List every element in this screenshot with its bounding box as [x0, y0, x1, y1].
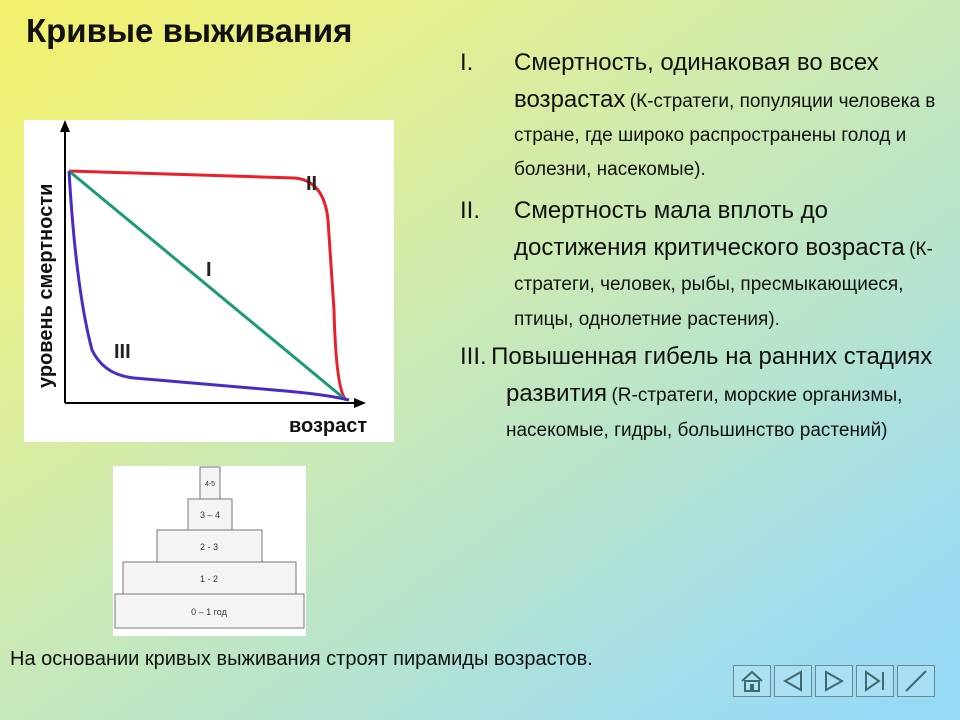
pyramid-label-0: 0 – 1 год [191, 607, 227, 617]
age-pyramid [113, 466, 306, 636]
item-heading: Смертность, одинаковая во всех возрастах [514, 49, 879, 113]
slide-navigation [733, 665, 938, 701]
y-axis-label: уровень смертности [35, 183, 57, 388]
list-item-2 [460, 194, 940, 338]
x-axis-arrow [354, 398, 366, 408]
x-axis-label: возраст [289, 415, 368, 437]
pyramid-svg [113, 466, 306, 636]
page-title: Кривые выживания [26, 12, 353, 49]
return-button[interactable] [897, 665, 935, 697]
series-line-I [69, 171, 346, 400]
next-slide-button[interactable] [815, 665, 853, 697]
pyramid-label-2: 2 - 3 [199, 542, 219, 552]
last-slide-button[interactable] [856, 665, 894, 697]
next-slide-icon [820, 669, 848, 693]
y-axis-arrow [60, 120, 70, 132]
item-note: (К-стратеги, человек, рыбы, пресмыкающиеся, птицы, однолетние растения). [514, 239, 933, 330]
item-heading: Смертность мала вплоть до достижения критического возраста [514, 197, 905, 261]
home-button[interactable] [733, 665, 771, 697]
item-note: (К-стратеги, популяции человека в стране, где широко распространены голод и болезни, насекомые). [514, 91, 936, 180]
chart-svg [24, 120, 394, 442]
item-note: (R-стратеги, морские организмы, насекомые, гидры, большинство растений) [506, 385, 903, 441]
list-item-1 [460, 46, 940, 188]
return-icon [902, 669, 930, 693]
list-item-3 [460, 340, 940, 449]
home-icon [738, 669, 766, 693]
pyramid-label-3: 3 – 4 [199, 510, 221, 520]
survival-curves-chart [24, 120, 394, 442]
item-number: II. [460, 197, 481, 224]
series-label-I: I [206, 259, 212, 281]
last-slide-icon [861, 669, 889, 693]
pyramid-label-4: 4-5 [204, 481, 216, 488]
item-number: I. [460, 49, 474, 76]
footer-text: На основании кривых выживания строят пирамиды возрастов. [10, 648, 593, 670]
pyramid-label-1: 1 - 2 [199, 574, 219, 584]
curve-description-list [460, 46, 940, 449]
item-number: III. [460, 343, 487, 370]
prev-slide-icon [779, 669, 807, 693]
series-label-II: II [306, 173, 318, 195]
prev-slide-button[interactable] [774, 665, 812, 697]
item-heading: Повышенная гибель на ранних стадиях развития [491, 343, 933, 407]
series-label-III: III [114, 341, 131, 363]
